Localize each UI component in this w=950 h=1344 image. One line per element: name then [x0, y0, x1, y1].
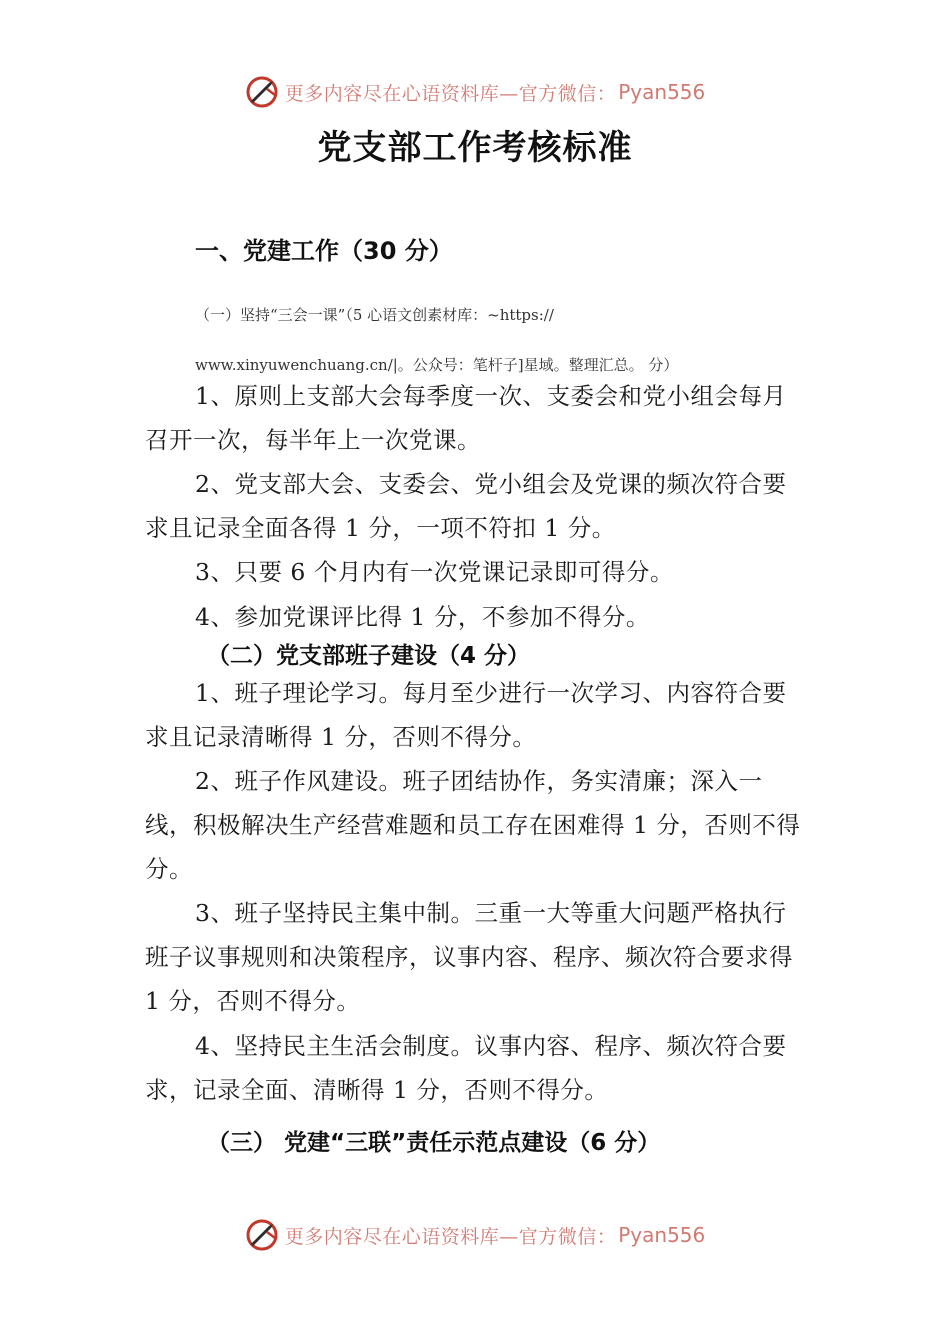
- subheading-line-1: （一）坚持“三会一课”（5 心语文创素材库：~https://: [195, 306, 554, 324]
- quill-pen-logo-icon: [245, 1218, 279, 1252]
- banner-wechat-id: Pyan556: [618, 1223, 706, 1247]
- banner-text: 更多内容尽在心语资料库—官方微信：: [284, 1225, 617, 1248]
- section-1-item: 2、党支部大会、支委会、党小组会及党课的频次符合要求且记录全面各得 1 分，一项不符扣 1 分。: [145, 470, 787, 542]
- section-2-item: 2、班子作风建设。班子团结协作，务实清廉；深入一线，积极解决生产经营难题和员工存在困难得 1 分，否则不得分。: [145, 767, 801, 883]
- quill-pen-logo-icon: [245, 75, 279, 109]
- section-2-item: 4、坚持民主生活会制度。议事内容、程序、频次符合要求，记录全面、清晰得 1 分，否则不得分。: [145, 1032, 787, 1104]
- section-1-item: 1、原则上支部大会每季度一次、支委会和党小组会每月召开一次，每半年上一次党课。: [145, 382, 787, 454]
- footer-banner: [0, 1213, 950, 1257]
- section-1-heading: 一、党建工作（30 分）: [195, 237, 453, 265]
- banner-text: 更多内容尽在心语资料库—官方微信：: [284, 82, 617, 105]
- section-2-item: 3、班子坚持民主集中制。三重一大等重大问题严格执行班子议事规则和决策程序，议事内容、程序、频次符合要求得 1 分，否则不得分。: [145, 899, 793, 1015]
- section-1-item: 4、参加党课评比得 1 分，不参加不得分。: [195, 603, 650, 631]
- banner-wechat-id: Pyan556: [618, 80, 706, 104]
- section-2-item: 1、班子理论学习。每月至少进行一次学习、内容符合要求且记录清晰得 1 分，否则不得分。: [145, 679, 787, 751]
- section-1-item: 3、只要 6 个月内有一次党课记录即可得分。: [195, 558, 674, 586]
- header-banner: [0, 70, 950, 114]
- page-title: 党支部工作考核标准: [317, 128, 633, 168]
- section-3-heading: （三） 党建“三联”责任示范点建设（6 分）: [207, 1130, 661, 1156]
- section-2-heading: （二）党支部班子建设（4 分）: [207, 643, 531, 669]
- subheading-line-2: www.xinyuwenchuang.cn/|。公众号：笔杆子]星域。整理汇总。 分）: [195, 356, 679, 374]
